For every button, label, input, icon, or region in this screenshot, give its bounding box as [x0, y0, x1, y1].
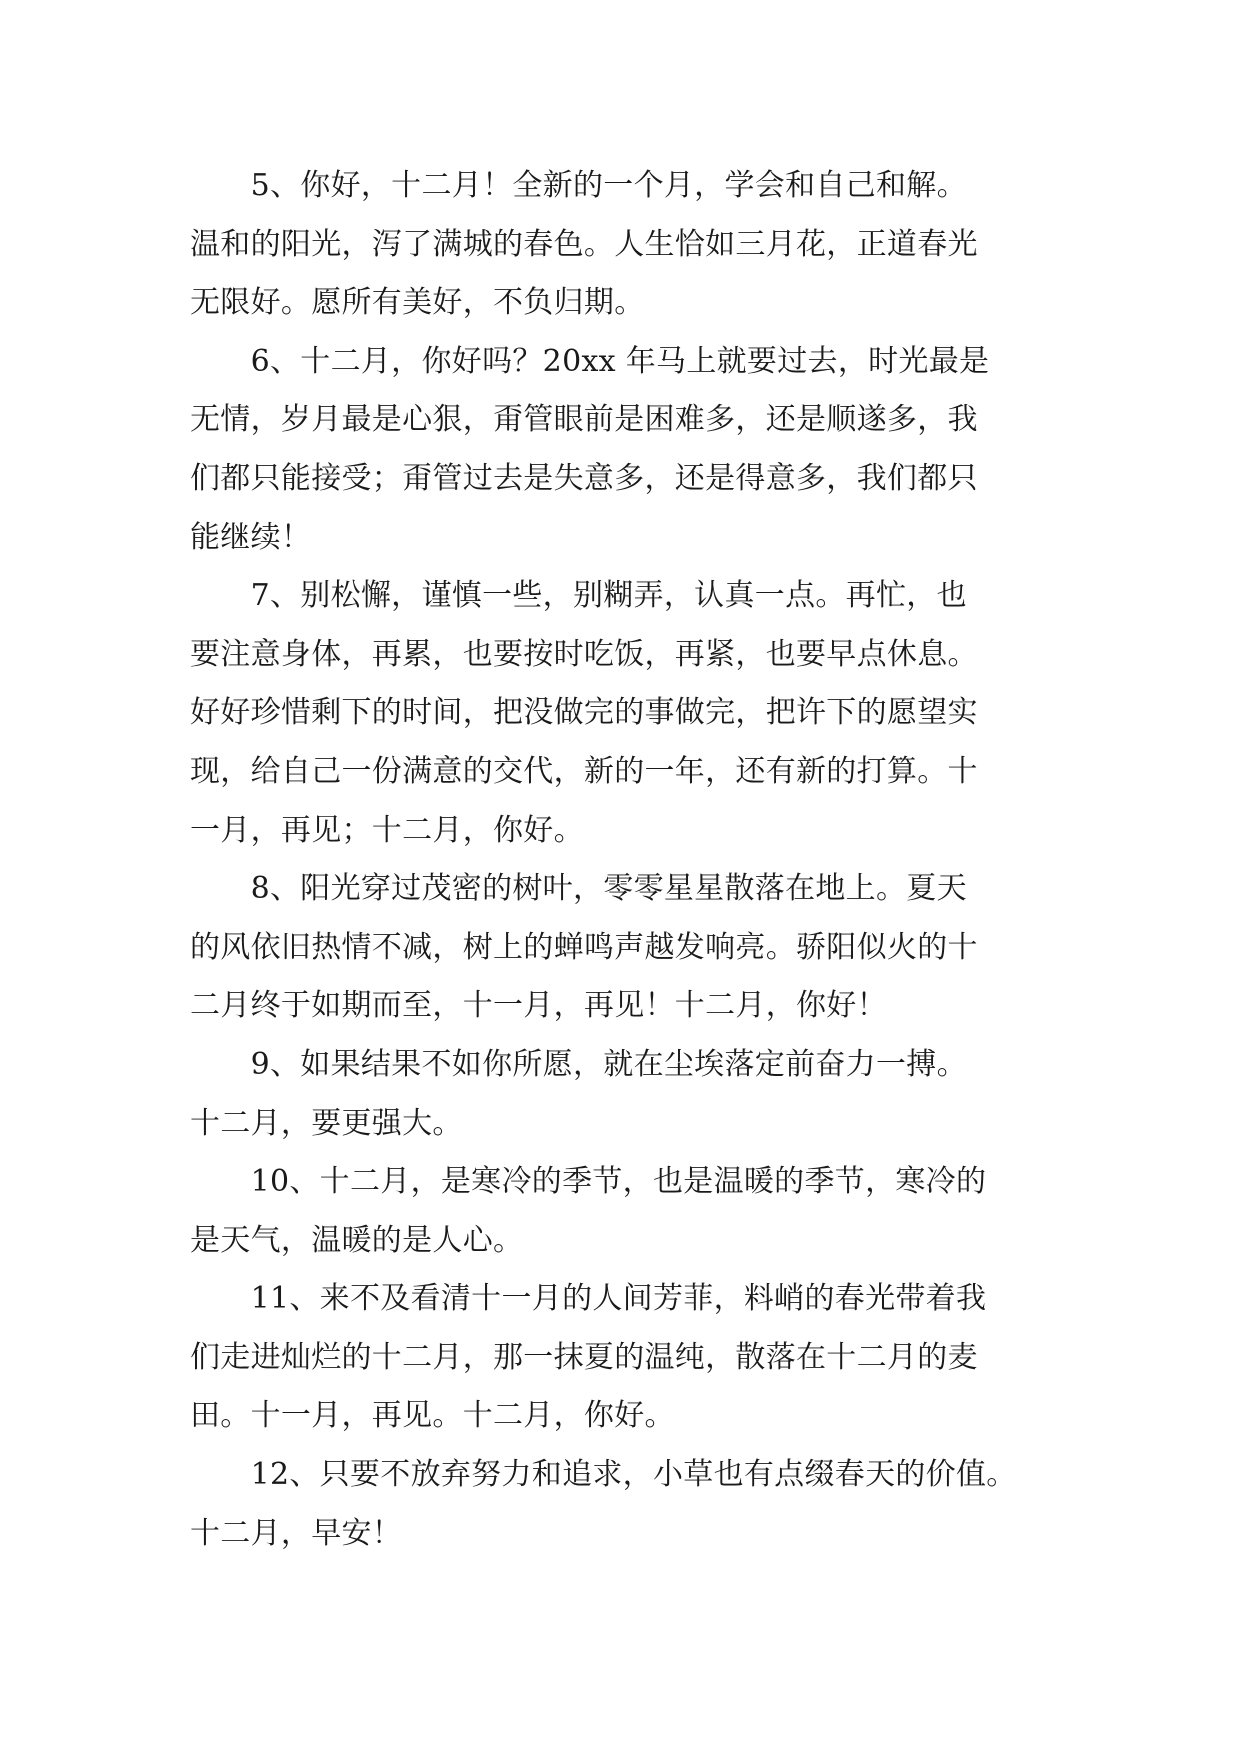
text-line: 们走进灿烂的十二月，那一抹夏的温纯，散落在十二月的麦 — [190, 1339, 978, 1375]
text-line: 十二月，要更强大。 — [190, 1105, 463, 1141]
paragraph-6 — [190, 333, 1062, 567]
text-line: 10、十二月，是寒冷的季节，也是温暖的季节，寒冷的 — [190, 1164, 987, 1200]
text-line: 一月，再见；十二月，你好。 — [190, 812, 584, 848]
paragraph-9 — [190, 1036, 1062, 1153]
text-line: 是天气，温暖的是人心。 — [190, 1222, 524, 1258]
text-line: 温和的阳光，泻了满城的春色。人生恰如三月花，正道春光 — [190, 226, 978, 262]
text-line: 无限好。愿所有美好，不负归期。 — [190, 285, 645, 321]
text-line: 十二月，早安！ — [190, 1515, 403, 1551]
text-line: 的风依旧热情不减，树上的蝉鸣声越发响亮。骄阳似火的十 — [190, 929, 978, 965]
text-line: 11、来不及看清十一月的人间芳菲，料峭的春光带着我 — [190, 1281, 987, 1317]
text-line: 好好珍惜剩下的时间，把没做完的事做完，把许下的愿望实 — [190, 695, 978, 731]
document-body — [190, 157, 1062, 1563]
text-line: 12、只要不放弃努力和追求，小草也有点缀春天的价值。 — [190, 1457, 1017, 1493]
text-line: 6、十二月，你好吗？20xx 年马上就要过去，时光最是 — [190, 343, 990, 379]
text-line: 二月终于如期而至，十一月，再见！十二月，你好！ — [190, 988, 887, 1024]
text-line: 要注意身体，再累，也要按时吃饭，再紧，也要早点休息。 — [190, 636, 978, 672]
text-line: 无情，岁月最是心狠，甭管眼前是困难多，还是顺遂多，我 — [190, 402, 978, 438]
text-line: 5、你好，十二月！全新的一个月，学会和自己和解。 — [190, 168, 967, 203]
paragraph-12 — [190, 1446, 1062, 1563]
text-line: 8、阳光穿过茂密的树叶，零零星星散落在地上。夏天 — [190, 871, 967, 907]
text-line: 现，给自己一份满意的交代，新的一年，还有新的打算。十 — [190, 753, 978, 789]
paragraph-7 — [190, 567, 1062, 860]
paragraph-5 — [190, 157, 1062, 333]
paragraph-10 — [190, 1153, 1062, 1270]
text-line: 田。十一月，再见。十二月，你好。 — [190, 1398, 675, 1434]
text-line: 们都只能接受；甭管过去是失意多，还是得意多，我们都只 — [190, 460, 978, 496]
text-line: 9、如果结果不如你所愿，就在尘埃落定前奋力一搏。 — [190, 1046, 967, 1082]
text-line: 能继续！ — [190, 519, 312, 555]
paragraph-8 — [190, 860, 1062, 1036]
paragraph-11 — [190, 1270, 1062, 1446]
text-line: 7、别松懈，谨慎一些，别糊弄，认真一点。再忙，也 — [190, 578, 967, 614]
